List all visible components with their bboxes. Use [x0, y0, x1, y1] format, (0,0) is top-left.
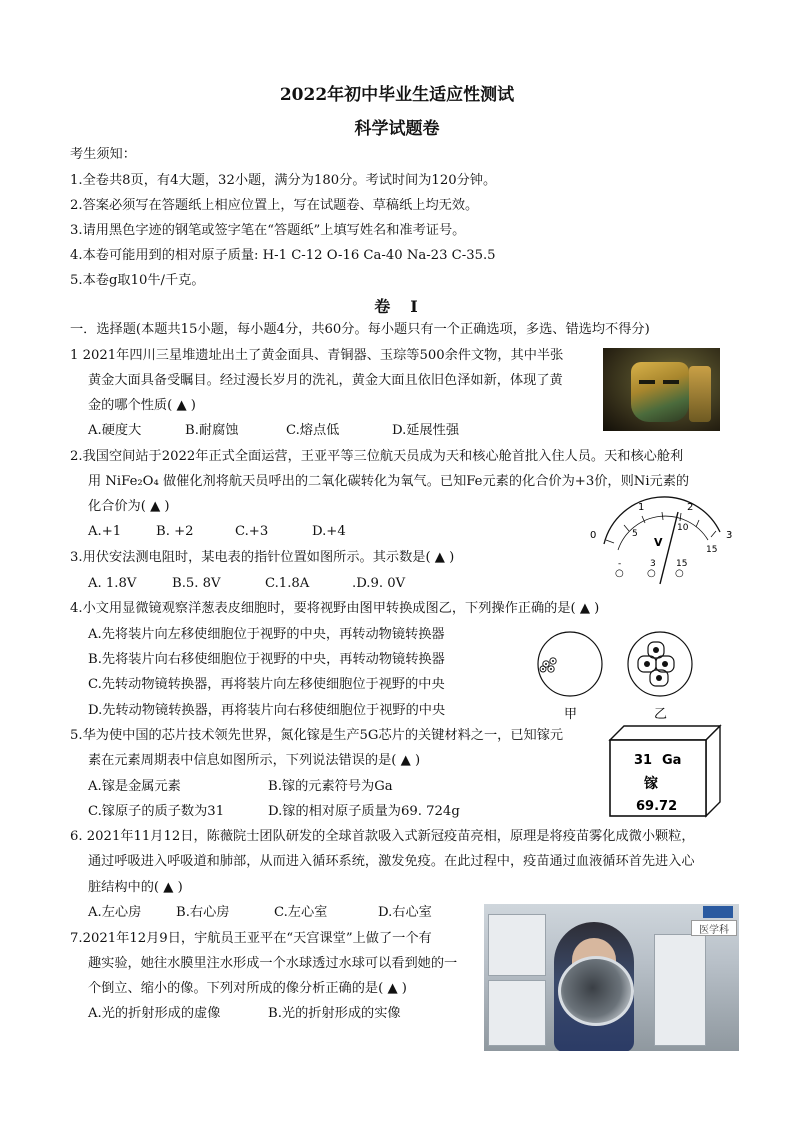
element-symbol: Ga — [662, 753, 682, 768]
meter-terminal-mark: ○ — [647, 568, 656, 579]
notice-item: 3.请用黑色字迹的钢笔或签字笔在“答题纸”上填写姓名和准考证号。 — [70, 223, 466, 238]
question-2-line: 化合价为( ▲ ) — [88, 499, 170, 514]
photo-tag: 医学科 — [691, 920, 737, 936]
voltmeter-figure — [580, 496, 740, 592]
exam-subtitle: 科学试题卷 — [354, 119, 440, 139]
microscope-fields-figure — [526, 628, 706, 728]
question-6-line: 脏结构中的( ▲ ) — [88, 880, 183, 895]
q1-option-a[interactable]: A.硬度大 — [88, 423, 142, 438]
question-2-line: 用 NiFe₂O₄ 做催化剂将航天员呼出的二氧化碳转化为氧气。已知Fe元素的化合价为+3价，则Ni元素的 — [88, 474, 690, 489]
q7-option-b[interactable]: B.光的折射形成的实像 — [268, 1006, 401, 1021]
meter-outer-tick-label: 0 — [590, 530, 597, 541]
question-5-line: 素在元素周期表中信息如图所示，下列说法错误的是( ▲ ) — [88, 753, 421, 768]
station-panel — [488, 914, 546, 976]
meter-inner-tick-label: 5 — [632, 529, 638, 539]
question-7-line: 7.2021年12月9日，宇航员王亚平在“天宫课堂”上做了一个有 — [70, 931, 432, 946]
q5-option-c[interactable]: C.镓原子的质子数为31 — [88, 804, 225, 819]
element-name: 镓 — [644, 776, 658, 792]
meter-terminal-mark: ○ — [675, 568, 684, 579]
meter-terminal-label: - — [618, 559, 622, 569]
mask-eye — [663, 380, 679, 384]
question-5-line: 5.华为使中国的芯片技术领先世界，氮化镓是生产5G芯片的关键材料之一，已知镓元 — [70, 728, 564, 743]
meter-inner-tick-label: 15 — [706, 545, 718, 555]
station-panel — [488, 980, 546, 1046]
question-7-line: 个倒立、缩小的像。下列对所成的像分析正确的是( ▲ ) — [88, 981, 407, 996]
volume-heading: 卷 I — [374, 297, 420, 316]
notice-item: 5.本卷g取10牛/千克。 — [70, 273, 205, 288]
q4-option-a[interactable]: A.先将装片向左移使细胞位于视野的中央，再转动物镜转换器 — [88, 627, 445, 642]
bronze-head-shape — [689, 366, 711, 422]
q2-option-c[interactable]: C.+3 — [235, 524, 269, 539]
question-6-line: 6. 2021年11月12日，陈薇院士团队研发的全球首款吸入式新冠疫苗亮相，原理是将疫苗雾化成微小颗粒， — [70, 829, 695, 844]
question-6-line: 通过呼吸进入呼吸道和肺部，从而进入循环系统，激发免疫。在此过程中，疫苗通过血液循环首先进入心 — [88, 854, 695, 869]
question-1-line: 黄金大面具备受瞩目。经过漫长岁月的洗礼，黄金大面且依旧色泽如新，体现了黄 — [88, 373, 563, 388]
field-yi-cells — [638, 642, 674, 686]
water-ball — [558, 956, 634, 1026]
notice-item: 1.全卷共8页，有4大题，32小题，满分为180分。考试时间为120分钟。 — [70, 173, 497, 188]
q2-option-d[interactable]: D.+4 — [312, 524, 346, 539]
notice-heading: 考生须知： — [70, 147, 136, 162]
meter-terminal-mark: ○ — [615, 568, 624, 579]
q3-option-d[interactable]: .D.9. 0V — [352, 576, 406, 591]
q4-option-d[interactable]: D.先转动物镜转换器，再将装片向右移使细胞位于视野的中央 — [88, 703, 446, 718]
q7-option-a[interactable]: A.光的折射形成的虚像 — [88, 1006, 221, 1021]
meter-terminal-label: 3 — [650, 559, 656, 569]
q4-option-b[interactable]: B.先将装片向右移使细胞位于视野的中央，再转动物镜转换器 — [88, 652, 445, 667]
element-atomic-mass: 69.72 — [636, 799, 678, 814]
element-cell-figure — [606, 722, 724, 820]
q5-option-a[interactable]: A.镓是金属元素 — [88, 779, 181, 794]
question-1-line: 金的哪个性质( ▲ ) — [88, 398, 196, 413]
notice-item: 2.答案必须写在答题纸上相应位置上，写在试题卷、草稿纸上均无效。 — [70, 198, 479, 213]
q4-option-c[interactable]: C.先转动物镜转换器，再将装片向左移使细胞位于视野的中央 — [88, 677, 445, 692]
meter-terminal-label: 15 — [676, 559, 688, 569]
question-4-line: 4.小文用显微镜观察洋葱表皮细胞时，要将视野由图甲转换成图乙，下列操作正确的是( ▲ ) — [70, 601, 600, 616]
space-station-photo — [484, 904, 739, 1051]
meter-outer-tick-label: 1 — [638, 502, 645, 513]
notice-item: 4.本卷可能用到的相对原子质量: H-1 C-12 O-16 Ca-40 Na-23 C-35.5 — [70, 248, 496, 263]
q6-option-d[interactable]: D.右心室 — [378, 905, 432, 920]
question-7-line: 趣实验，她往水膜里注水形成一个水球透过水球可以看到她的一 — [88, 956, 458, 971]
meter-outer-tick-label: 3 — [726, 530, 733, 541]
q6-option-a[interactable]: A.左心房 — [88, 905, 142, 920]
q1-option-b[interactable]: B.耐腐蚀 — [185, 423, 239, 438]
q6-option-b[interactable]: B.右心房 — [176, 905, 230, 920]
tv-logo — [703, 906, 733, 918]
q3-option-a[interactable]: A. 1.8V — [88, 576, 137, 591]
element-atomic-number: 31 — [634, 753, 653, 768]
section-instructions: 一．选择题(本题共15小题，每小题4分，共60分。每小题只有一个正确选项，多选、错选均不得分) — [70, 322, 650, 337]
q6-option-c[interactable]: C.左心室 — [274, 905, 328, 920]
q3-option-c[interactable]: C.1.8A — [265, 576, 310, 591]
meter-unit-label: V — [654, 536, 663, 549]
mask-eye — [639, 380, 655, 384]
gold-mask-photo — [603, 348, 720, 431]
q5-option-d[interactable]: D.镓的相对原子质量为69. 724g — [268, 804, 460, 819]
q2-option-a[interactable]: A.+1 — [88, 524, 122, 539]
figure-label-yi: 乙 — [654, 707, 668, 722]
field-jia-circle — [538, 632, 602, 696]
q3-option-b[interactable]: B.5. 8V — [172, 576, 221, 591]
q1-option-d[interactable]: D.延展性强 — [392, 423, 460, 438]
q1-option-c[interactable]: C.熔点低 — [286, 423, 340, 438]
question-3-line: 3.用伏安法测电阻时，某电表的指针位置如图所示。其示数是( ▲ ) — [70, 550, 455, 565]
meter-inner-tick-label: 10 — [677, 523, 689, 533]
meter-outer-tick-label: 2 — [687, 502, 694, 513]
q5-option-b[interactable]: B.镓的元素符号为Ga — [268, 779, 393, 794]
figure-label-jia: 甲 — [564, 707, 578, 722]
station-panel — [654, 934, 706, 1046]
question-1-line: 1 2021年四川三星堆遗址出土了黄金面具、青铜器、玉琮等500余件文物，其中半张 — [70, 348, 564, 363]
gold-mask-shape — [631, 362, 689, 422]
q2-option-b[interactable]: B. +2 — [156, 524, 194, 539]
field-jia-cells — [540, 658, 556, 672]
exam-title: 2022年初中毕业生适应性测试 — [279, 85, 515, 105]
question-2-line: 2.我国空间站于2022年正式全面运营，王亚平等三位航天员成为天和核心舱首批入住人员。天和核心舱利 — [70, 449, 684, 464]
